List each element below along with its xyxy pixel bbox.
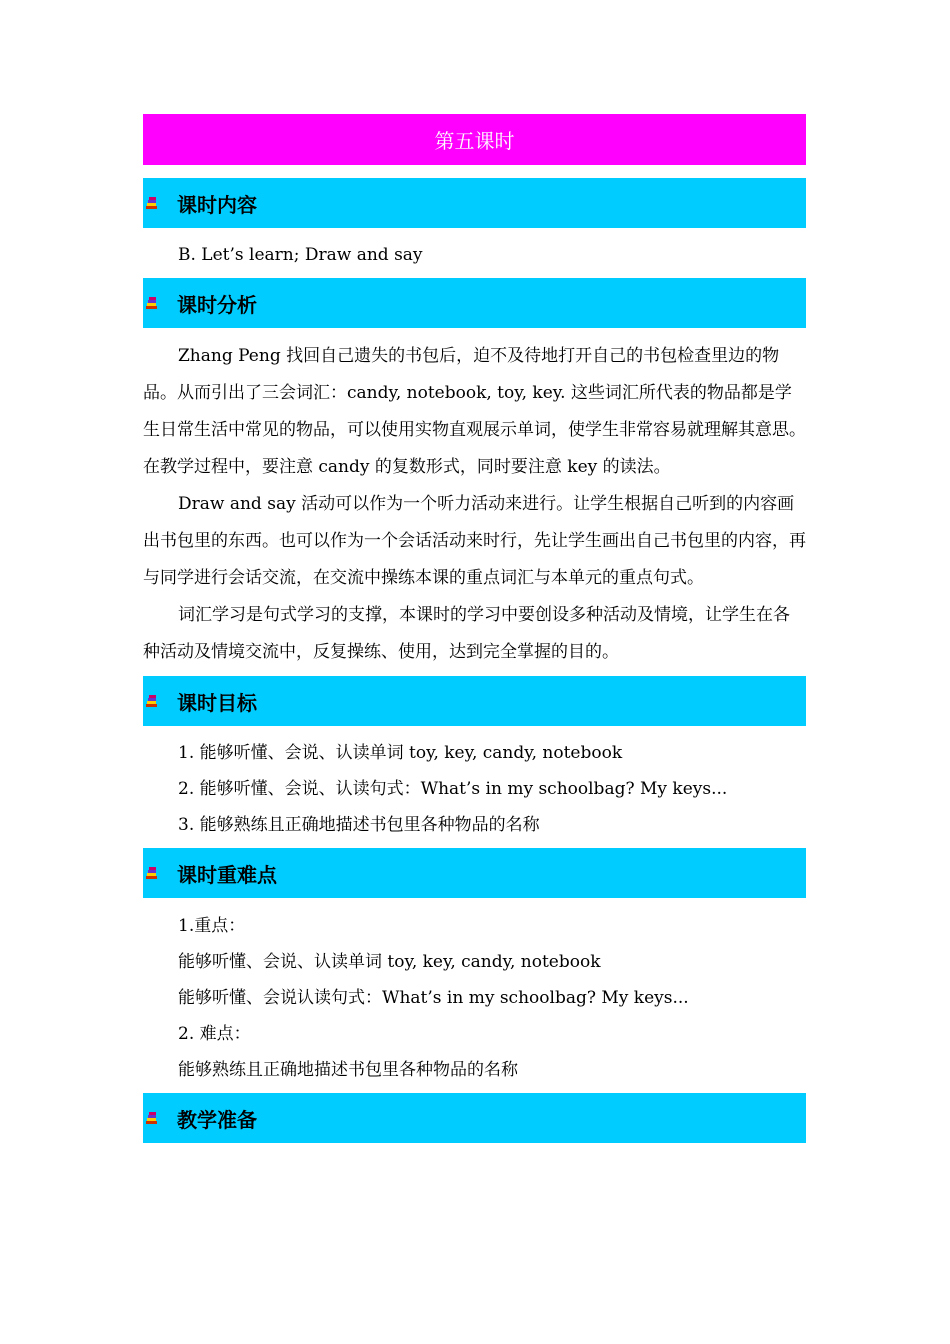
book-stack-icon [145, 866, 159, 880]
section-heading-bar [143, 1093, 806, 1143]
analysis-paragraph: 词汇学习是句式学习的支撑，本课时的学习中要创设多种活动及情境，让学生在各种活动及情境交流中，反复操练、使用，达到完全掌握的目的。 [143, 605, 790, 662]
section-heading: 课时内容 [177, 192, 257, 217]
book-stack-icon [145, 1111, 159, 1125]
objective-item: 2. 能够听懂、会说、认读句式：What’s in my schoolbag? My keys... [178, 779, 728, 799]
page-title: 第五课时 [434, 129, 515, 153]
analysis-paragraph: Zhang Peng 找回自己遗失的书包后，迫不及待地打开自己的书包检查里边的物品。从而引出了三会词汇：candy, notebook, toy, key. 这些词汇所代表的物品都是学生日常生活中常见的物品，可以使用实物直观展示单词，使学生非常容易就理解其意思。在教学过程中，要注意 candy 的复数形式，同时要注意 key 的读法。 [143, 346, 806, 477]
book-stack-icon [145, 694, 159, 708]
section-heading-bar [143, 278, 806, 328]
section-heading-bar [143, 178, 806, 228]
section-heading: 课时重难点 [177, 862, 277, 887]
book-stack-icon [145, 196, 159, 210]
section-heading: 课时目标 [177, 690, 257, 715]
section-heading: 教学准备 [177, 1107, 257, 1132]
section-heading-bar [143, 676, 806, 726]
content-line: B. Let’s learn; Draw and say [178, 245, 423, 265]
key-point-line: 2. 难点： [178, 1024, 251, 1044]
section-heading-bar [143, 848, 806, 898]
key-point-line: 能够熟练且正确地描述书包里各种物品的名称 [178, 1060, 518, 1080]
objective-item: 1. 能够听懂、会说、认读单词 toy, key, candy, notebook [178, 743, 623, 763]
analysis-paragraph: Draw and say 活动可以作为一个听力活动来进行。让学生根据自己听到的内容画出书包里的东西。也可以作为一个会话活动来时行，先让学生画出自己书包里的内容，再与同学进行会话交流，在交流中操练本课的重点词汇与本单元的重点句式。 [143, 494, 806, 588]
section-heading: 课时分析 [177, 292, 257, 317]
key-point-line: 能够听懂、会说、认读单词 toy, key, candy, notebook [178, 952, 601, 972]
key-point-line: 1.重点： [178, 916, 246, 936]
objective-item: 3. 能够熟练且正确地描述书包里各种物品的名称 [178, 815, 540, 835]
page-title-bar [143, 114, 806, 165]
document-page [143, 114, 806, 1143]
key-point-line: 能够听懂、会说认读句式：What’s in my schoolbag? My keys... [178, 988, 689, 1008]
book-stack-icon [145, 296, 159, 310]
